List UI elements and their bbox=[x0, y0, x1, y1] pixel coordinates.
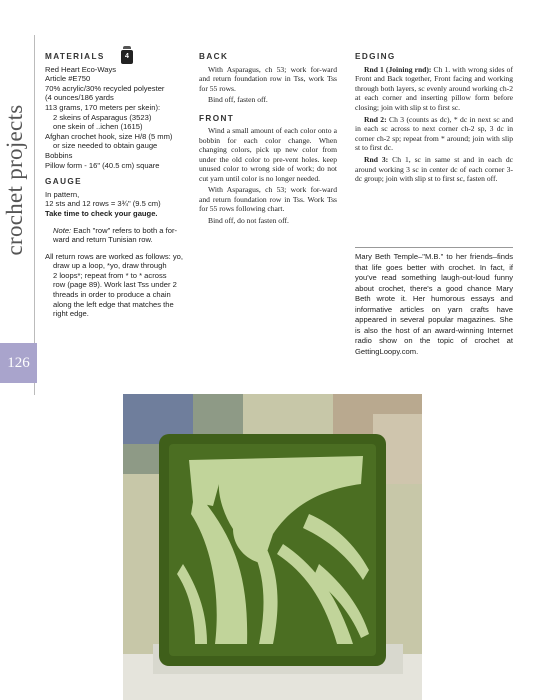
note-label: Note: bbox=[53, 225, 72, 235]
edging-round bbox=[355, 65, 513, 113]
front-paragraph: With Asparagus, ch 53; work for-ward and return foundation row in Tss. Work Tss for 55 rows following chart. bbox=[199, 185, 337, 213]
return-rows-line: draw up a loop, *yo, draw through bbox=[53, 261, 167, 271]
page-number: 126 bbox=[0, 343, 37, 383]
edging-round bbox=[355, 155, 513, 184]
return-rows-line: All return rows are worked as follows: yo, bbox=[45, 251, 184, 261]
section-title bbox=[2, 30, 28, 330]
author-bio: Mary Beth Temple–"M.B." to her friends–finds that life goes better with crochet. In fact, if you've read something laugh-out-loud funny about crochet, there's a good chance Mary Beth wrote it. Her humorous essays and informative articles on yarn crafts have appeared in several popular magazines. She is also the host of an award-winning Internet radio show on the topic of crochet at GettingLoopy.com. bbox=[355, 252, 513, 356]
round-text: Ch 3 (counts as dc), * dc in next sc and in each sc across to next corner ch-2 sp, 3 dc in corner ch-2 sp; repeat from * around; join with slip st to first dc. bbox=[355, 114, 513, 153]
gauge-line: In pattern, bbox=[45, 189, 80, 199]
gauge-check: Take time to check your gauge. bbox=[45, 208, 158, 218]
materials-line: Article #E750 bbox=[45, 74, 91, 84]
materials-line: 70% acrylic/30% recycled polyester bbox=[45, 83, 165, 93]
back-front-column bbox=[199, 52, 337, 227]
materials-line: 113 grams, 170 meters per skein): bbox=[45, 102, 161, 112]
return-rows-line: row (page 89). Work last Tss under 2 bbox=[53, 280, 177, 290]
materials-heading: MATERIALS bbox=[45, 52, 105, 61]
section-title-text: crochet projects bbox=[2, 104, 27, 256]
materials-line: (4 ounces/186 yards bbox=[45, 93, 114, 103]
back-paragraph: With Asparagus, ch 53; work for-ward and return foundation row in Tss, work Tss for 55 rows. bbox=[199, 64, 337, 93]
materials-line: Red Heart Eco-Ways bbox=[45, 64, 117, 74]
edging-column bbox=[355, 52, 513, 186]
front-heading: FRONT bbox=[199, 113, 235, 123]
materials-line: Afghan crochet hook, size H/8 (5 mm) bbox=[45, 131, 173, 141]
gauge-line: 12 sts and 12 rows = 3¾" (9.5 cm) bbox=[45, 199, 161, 209]
materials-line: one skein of ..ichen (1615) bbox=[53, 122, 143, 132]
round-text: Ch 1, sc in same st and in each dc around working 3 sc in center dc of each corner 3-dc group; join with slip st to first sc, fasten off. bbox=[355, 154, 514, 184]
round-label: Rnd 1 (Joining rnd): bbox=[364, 64, 432, 74]
note-text: ward and return Tunisian row. bbox=[53, 235, 153, 245]
gauge-heading: GAUGE bbox=[45, 177, 83, 187]
pillow-photo bbox=[123, 394, 422, 700]
materials-line: Pillow form - 16" (40.5 cm) square bbox=[45, 160, 160, 170]
pillow-illustration bbox=[123, 394, 422, 700]
yarn-weight-icon: 4 bbox=[121, 50, 133, 64]
round-text: Ch 1. with wrong sides of Front and Back together, Front facing and working through both layers, sc evenly around working ch-2 at each corner and inserting pillow form before closing; join with slip st to first sc. bbox=[355, 64, 513, 112]
back-paragraph: Bind off, fasten off. bbox=[208, 95, 268, 104]
materials-column bbox=[45, 52, 184, 319]
materials-line: or size needed to obtain gauge bbox=[53, 141, 158, 151]
edging-heading: EDGING bbox=[355, 52, 396, 61]
bio-divider bbox=[355, 247, 513, 248]
materials-line: 2 skeins of Asparagus (3523) bbox=[53, 112, 152, 122]
return-rows-line: threads in order to produce a chain bbox=[53, 290, 171, 300]
vertical-divider bbox=[34, 35, 35, 395]
return-rows-line: right edge. bbox=[53, 309, 89, 319]
front-paragraph: Wind a small amount of each color onto a bobbin for each color change. When changing colors, pick up new color from under the old color to pre-vent holes. keep unused color to wrong side of work; do not cut yarn until color is no longer needed. bbox=[199, 126, 337, 183]
note-text: Each "row" refers to both a for- bbox=[71, 225, 177, 235]
back-heading: BACK bbox=[199, 52, 229, 61]
round-label: Rnd 3: bbox=[364, 154, 389, 164]
return-rows-line: 2 loops*; repeat from * to * across bbox=[53, 270, 167, 280]
return-rows-line: along the left edge that matches the bbox=[53, 299, 174, 309]
materials-line: Bobbins bbox=[45, 150, 73, 160]
front-paragraph: Bind off, do not fasten off. bbox=[208, 215, 289, 225]
round-label: Rnd 2: bbox=[364, 114, 387, 124]
edging-round bbox=[355, 115, 513, 153]
